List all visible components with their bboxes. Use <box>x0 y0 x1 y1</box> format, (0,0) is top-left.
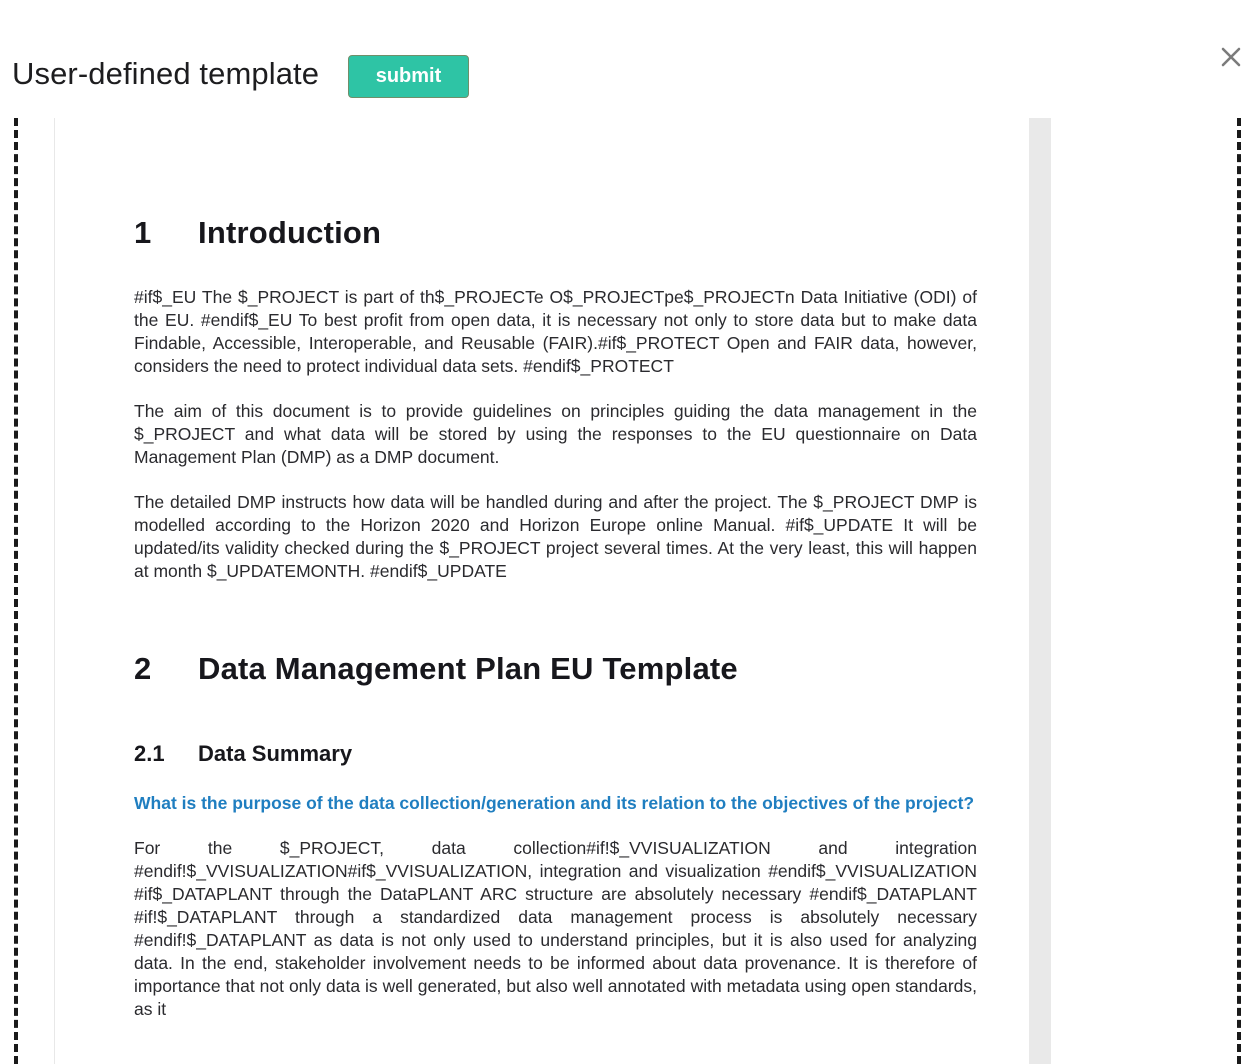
viewport-dashed-border-right <box>1237 118 1241 1064</box>
close-icon[interactable] <box>1215 41 1247 73</box>
subsection-heading-2-1 <box>134 689 977 769</box>
page-title: User-defined template <box>12 56 320 91</box>
section-title: Data Management Plan EU Template <box>198 651 738 686</box>
section-number: 2 <box>134 651 152 686</box>
submit-button[interactable]: submit <box>348 55 469 98</box>
paragraph: The aim of this document is to provide guidelines on principles guiding the data management in the $_PROJECT and what data will be stored by using the responses to the EU questionnaire on Data Management Plan (DMP) as a DMP document. <box>134 401 977 467</box>
section-heading-1 <box>134 118 977 253</box>
paragraph: The detailed DMP instructs how data will be handled during and after the project. The $_PROJECT DMP is modelled according to the Horizon 2020 and Horizon Europe online Manual. #if$_UPDATE It will be updated/its validity checked during the $_PROJECT project several times. At the very least, this will happen at month $_UPDATEMONTH. #endif$_UPDATE <box>134 492 977 581</box>
paragraph: For the $_PROJECT, data collection#if!$_VVISUALIZATION and integration #endif!$_VVISUALIZATION#if$_VVISUALIZATION, integration and visualization #endif$_VVISUALIZATION #if$_DATAPLANT through the DataPLANT ARC structure are absolutely necessary #endif$_DATAPLANT #if!$_DATAPLANT through a standardized data management process is absolutely necessary #endif!$_DATAPLANT as data is not only used to understand principles, but it is also used for analyzing data. In the end, stakeholder involvement needs to be informed about data provenance. It is therefore of importance that not only data is well generated, but also well annotated with metadata using open standards, as it <box>134 838 977 1019</box>
paragraph: #if$_EU The $_PROJECT is part of th$_PROJECTe O$_PROJECTpe$_PROJECTn Data Initiative (ODI) of the EU. #endif$_EU To best profit from open data, it is necessary not only to store data but to make data Findable, Accessible, Interoperable, and Reusable (FAIR).#if$_PROTECT Open and FAIR data, however, considers the need to protect individual data sets. #endif$_PROTECT <box>134 287 977 376</box>
subsection-title: Data Summary <box>198 741 353 766</box>
document-scrollbar[interactable] <box>1029 118 1051 1064</box>
question-text: What is the purpose of the data collection/generation and its relation to the objectives of the project? <box>134 793 975 813</box>
subsection-number: 2.1 <box>134 741 165 766</box>
document-body <box>134 118 977 1021</box>
document-viewport[interactable] <box>54 118 1072 1064</box>
section-heading-2 <box>134 583 977 689</box>
document-page <box>55 118 1051 1064</box>
section-number: 1 <box>134 215 152 250</box>
viewport-dashed-border-left <box>14 118 18 1064</box>
section-title: Introduction <box>198 215 382 250</box>
modal-header <box>0 0 1258 118</box>
